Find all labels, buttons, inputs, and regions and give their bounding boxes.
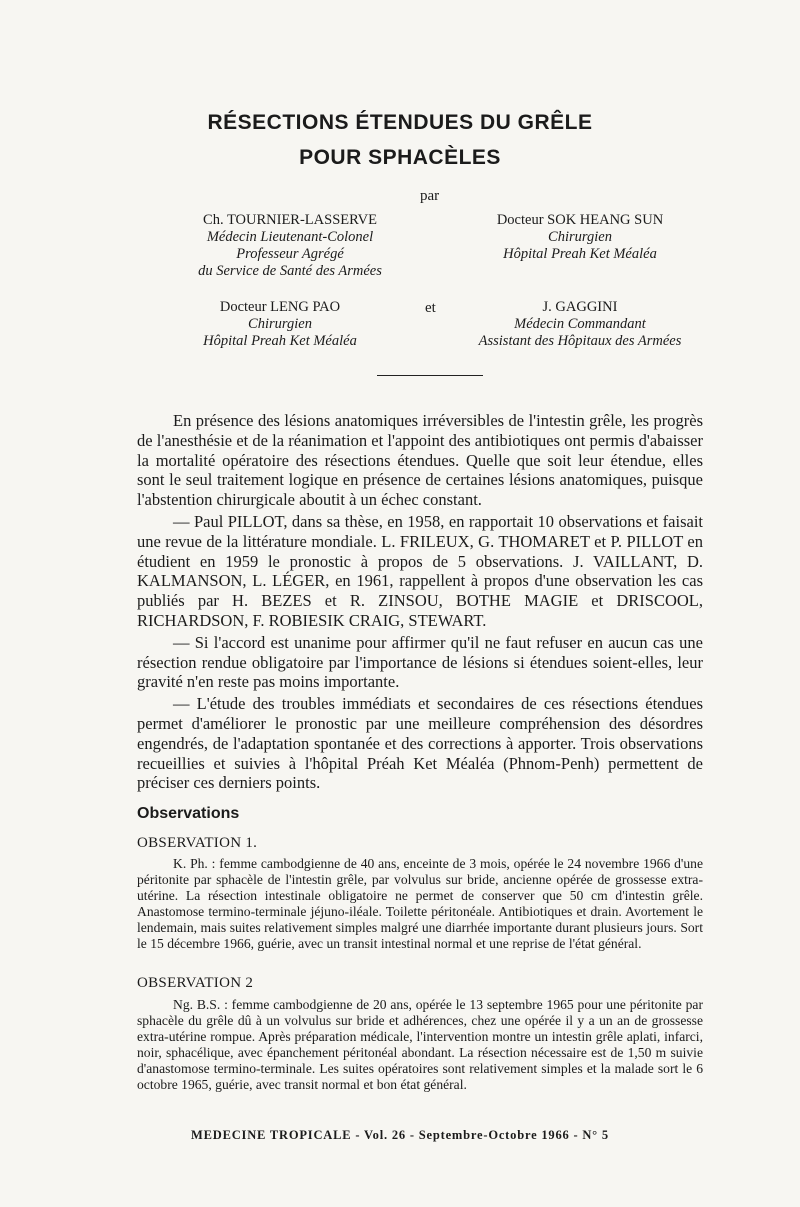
observation-2-text [137, 997, 703, 1093]
observation-1-text [137, 856, 703, 952]
journal-footer: MEDECINE TROPICALE - Vol. 26 - Septembre-Octobre 1966 - N° 5 [191, 1128, 609, 1142]
observation-paragraph: K. Ph. : femme cambodgienne de 40 ans, enceinte de 3 mois, opérée le 24 novembre 1966 d'une péritonite par sphacèle de l'intestin grêle, par volvulus sur bride, ancienne opérée de grossesse extra-utérine. La résection intestinale obligatoire ne permet de conserver que 50 cm d'intestin grêle. Anastomose termino-terminale jéjuno-iléale. Toilette péritonéale. Antibiotiques et drain. Avortement le lendemain, mais suites relativement simples malgré une diarrhée importante durant plusieurs jours. Sort le 15 décembre 1966, guérie, avec un transit intestinal normal et une reprise de l'état général. [137, 856, 703, 951]
intro-paragraph: — Si l'accord est unanime pour affirmer qu'il ne faut refuser en aucun cas une résection rendue obligatoire par l'importance de lésions si étendues soient-elles, leur gravité n'en reste pas moins importante. [137, 632, 703, 692]
author-name: Ch. TOURNIER-LASSERVE [203, 212, 377, 228]
author-role: Hôpital Preah Ket Méaléa [503, 246, 657, 262]
author-role: Chirurgien [248, 316, 312, 332]
observation-1-title: OBSERVATION 1. [137, 835, 258, 851]
intro-paragraph: En présence des lésions anatomiques irréversibles de l'intestin grêle, les progrès de l'anesthésie et de la réanimation et l'appoint des antibiotiques ont permis d'abaisser la mortalité opératoire des résections étendues. Quelle que soit leur étendue, elles sont le seul traitement logique en présence de certaines lésions anatomiques, puisque l'abstention chirurgicale aboutit à un échec constant. [137, 411, 703, 510]
intro-paragraph: — L'étude des troubles immédiats et secondaires de ces résections étendues permet d'améliorer le pronostic par une meilleure compréhension des désordres engendrés, de l'adaptation spontanée et des corrections à apporter. Trois observations recueillies et suivies à l'hôpital Préah Ket Méaléa (Phnom-Penh) permettent de préciser ces derniers points. [137, 694, 703, 793]
observation-2-title: OBSERVATION 2 [137, 975, 254, 991]
author-name: Docteur SOK HEANG SUN [496, 212, 664, 228]
author-role: du Service de Santé des Armées [198, 263, 382, 279]
author-name: J. GAGGINI [542, 299, 618, 315]
author-role: Médecin Commandant [514, 316, 646, 332]
article-title-line-2: POUR SPHACÈLES [299, 146, 501, 169]
title-separator-rule [377, 375, 483, 376]
author-sok-heang-sun [470, 212, 690, 263]
author-role: Professeur Agrégé [236, 246, 344, 262]
author-tournier-lasserve [160, 212, 420, 280]
byline-par: par [420, 188, 440, 204]
author-role: Assistant des Hôpitaux des Armées [478, 333, 682, 349]
byline-et: et [425, 300, 436, 316]
author-leng-pao [180, 299, 380, 350]
section-heading-observations: Observations [137, 805, 240, 822]
author-role: Hôpital Preah Ket Méaléa [203, 333, 357, 349]
author-name: Docteur LENG PAO [219, 299, 341, 315]
introduction-text [137, 411, 703, 795]
article-title-line-1: RÉSECTIONS ÉTENDUES DU GRÊLE [207, 111, 593, 134]
author-role: Chirurgien [548, 229, 612, 245]
author-role: Médecin Lieutenant-Colonel [206, 229, 374, 245]
observation-paragraph: Ng. B.S. : femme cambodgienne de 20 ans, opérée le 13 septembre 1965 pour une péritonite par sphacèle du grêle dû à un volvulus sur bride et adhérences, chez une opérée il y a un an de grossesse extra-utérine rompue. Après préparation médicale, l'intervention montre un intestin grêle aplati, infarci, noir, sphacélique, avec épanchement péritonéal abondant. La résection nécessaire est de 1,50 m suivie d'anastomose termino-terminale. Les suites opératoires sont relativement simples et la malade sort le 6 octobre 1965, guérie, avec transit normal et bon état général. [137, 997, 703, 1092]
author-gaggini [455, 299, 705, 350]
intro-paragraph: — Paul PILLOT, dans sa thèse, en 1958, en rapportait 10 observations et faisait une revue de la littérature mondiale. L. FRILEUX, G. THOMARET et P. PILLOT en étudient en 1959 le pronostic à propos de 5 observations. J. VAILLANT, D. KALMANSON, L. LÉGER, en 1961, rappellent à propos d'une observation les cas publiés par H. BEZES et R. ZINSOU, BOTHE MAGIE et DRISCOOL, RICHARDSON, F. ROBIESIK CRAIG, STEWART. [137, 511, 703, 630]
